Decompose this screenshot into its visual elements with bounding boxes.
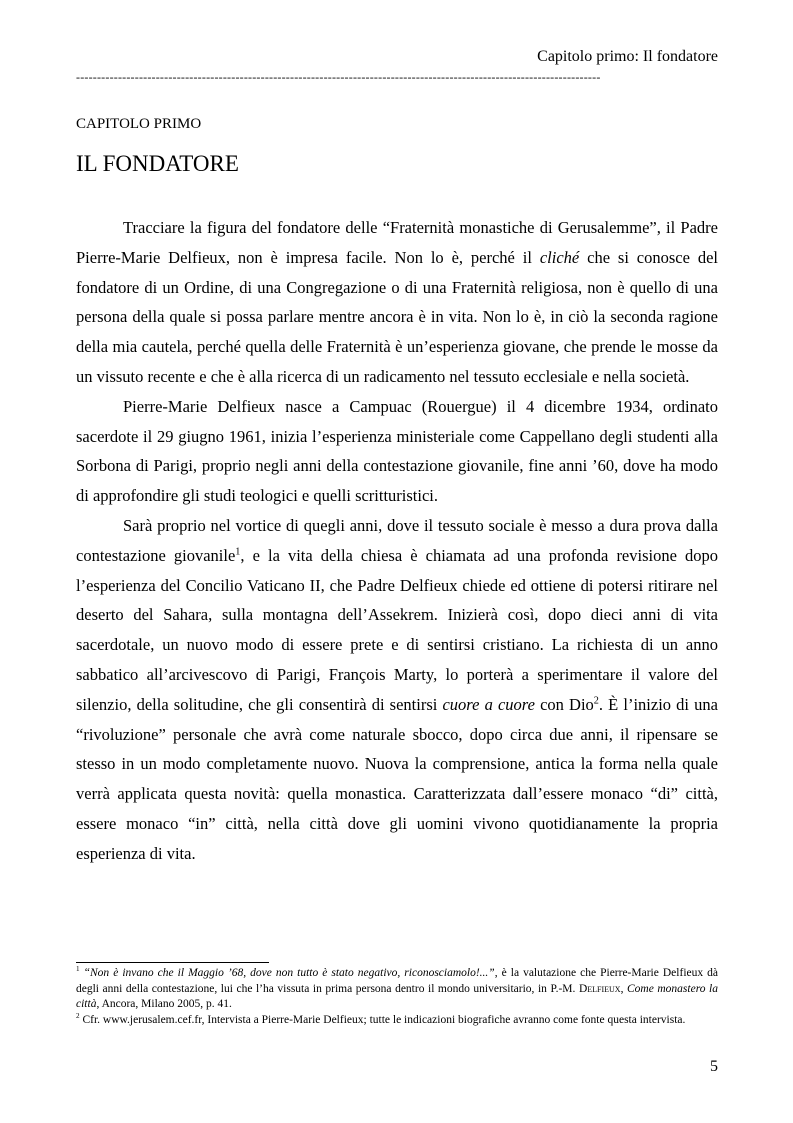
paragraph-1-text-b: che si conosce del fondatore di un Ordine, di una Congregazione o di una Fraternità religiosa, non è quello di una persona della quale si possa parlare mentre ancora è in vita. Non lo è, in ciò la seconda ragione della mia cautela, perché quella delle Fraternità è un’esperienza giovane, che prende le mosse da un vissuto recente e che è alla ricerca di un radicamento nel tessuto ecclesiale e nella società. — [76, 247, 718, 386]
chapter-label: CAPITOLO PRIMO — [76, 116, 202, 132]
footnote-separator — [76, 962, 269, 963]
footnote-1-quote: “Non è invano che il Maggio ’68, dove non tutto è stato negativo, riconosciamolo!...” — [79, 967, 495, 979]
header-dashed-rule: ----------------------------------------------------------------------------------------------------------------------------- — [76, 70, 601, 84]
footnote-ref-2[interactable]: 2 — [593, 695, 599, 707]
paragraph-3-text-d: . È l’inizio di una “rivoluzione” personale che avrà come naturale sbocco, dopo circa due anni, il ripensare se stesso in un modo completamente nuovo. Nuova la comprensione, antica la forma nella quale verrà applicata questa novità: quella monastica. Caratterizzata dall’essere monaco “di” città, essere monaco “in” città, nella città dove gli uomini vivono quotidianamente la propria esperienza di vita. — [76, 694, 718, 863]
footnote-1-number: 1 — [76, 965, 80, 974]
chapter-title: IL FONDATORE — [76, 151, 239, 176]
paragraph-3-text-c: con Dio — [534, 694, 594, 714]
body-text — [76, 213, 718, 869]
page-number: 5 — [710, 1058, 718, 1075]
footnote-2-number: 2 — [76, 1011, 80, 1020]
paragraph-3-text-a: Sarà proprio nel vortice di quegli anni, dove il tessuto sociale è messo a dura prova dalla contestazione giovanile — [76, 515, 718, 565]
paragraph-3-text-b: , e la vita della chiesa è chiamata ad una profonda revisione dopo l’esperienza del Concilio Vaticano II, che Padre Delfieux chiede ed ottiene di potersi ritirare nel deserto del Sahara, sulla montagna dell’Assekrem. Inizierà così, dopo dieci anni di vita sacerdotale, un nuovo modo di essere prete e di sentirsi cristiano. La richiesta di un anno sabbatico all’arcivescovo di Parigi, François Marty, lo porterà a sperimentare il valore del silenzio, della solitudine, che gli consentirà di sentirsi — [76, 545, 718, 714]
paragraph-3 — [76, 511, 718, 869]
footnote-ref-1[interactable]: 1 — [235, 546, 241, 558]
paragraph-3-italic: cuore a cuore — [442, 694, 535, 714]
footnote-2 — [76, 1013, 718, 1029]
paragraph-1-italic: cliché — [539, 247, 580, 267]
footnote-1-book-title: Come monastero la città — [76, 982, 718, 1010]
footnote-1-publication: , Ancora, Milano 2005, p. 41. — [96, 998, 232, 1010]
footnote-1-text: , è la valutazione che Pierre-Marie Delfieux dà degli anni della contestazione, lui che l’ha vissuta in prima persona dentro il mondo universitario, in — [76, 967, 719, 995]
paragraph-2: Pierre-Marie Delfieux nasce a Campuac (Rouergue) il 4 dicembre 1934, ordinato sacerdote il 29 giugno 1961, inizia l’esperienza ministeriale come Cappellano degli studenti alla Sorbona di Parigi, proprio negli anni della contestazione giovanile, fine anni ’60, dove ha modo di approfondire gli studi teologici e quelli scritturistici. — [76, 396, 718, 506]
footnote-1-separator: , — [620, 982, 627, 995]
footnote-2-text: Cfr. www.jerusalem.cef.fr, Intervista a Pierre-Marie Delfieux; tutte le indicazioni biografiche avranno come fonte questa intervista. — [79, 1013, 686, 1026]
paragraph-1 — [76, 213, 718, 392]
footnotes — [76, 966, 718, 1028]
footnote-1-author: P.-M. Delfieux — [550, 982, 621, 995]
running-head: Capitolo primo: Il fondatore — [537, 48, 718, 65]
footnote-1 — [76, 966, 718, 1013]
paragraph-1-text-a: Tracciare la figura del fondatore delle “Fraternità monastiche di Gerusalemme”, il Padre Pierre-Marie Delfieux, non è impresa facile. Non lo è, perché il — [76, 218, 718, 267]
